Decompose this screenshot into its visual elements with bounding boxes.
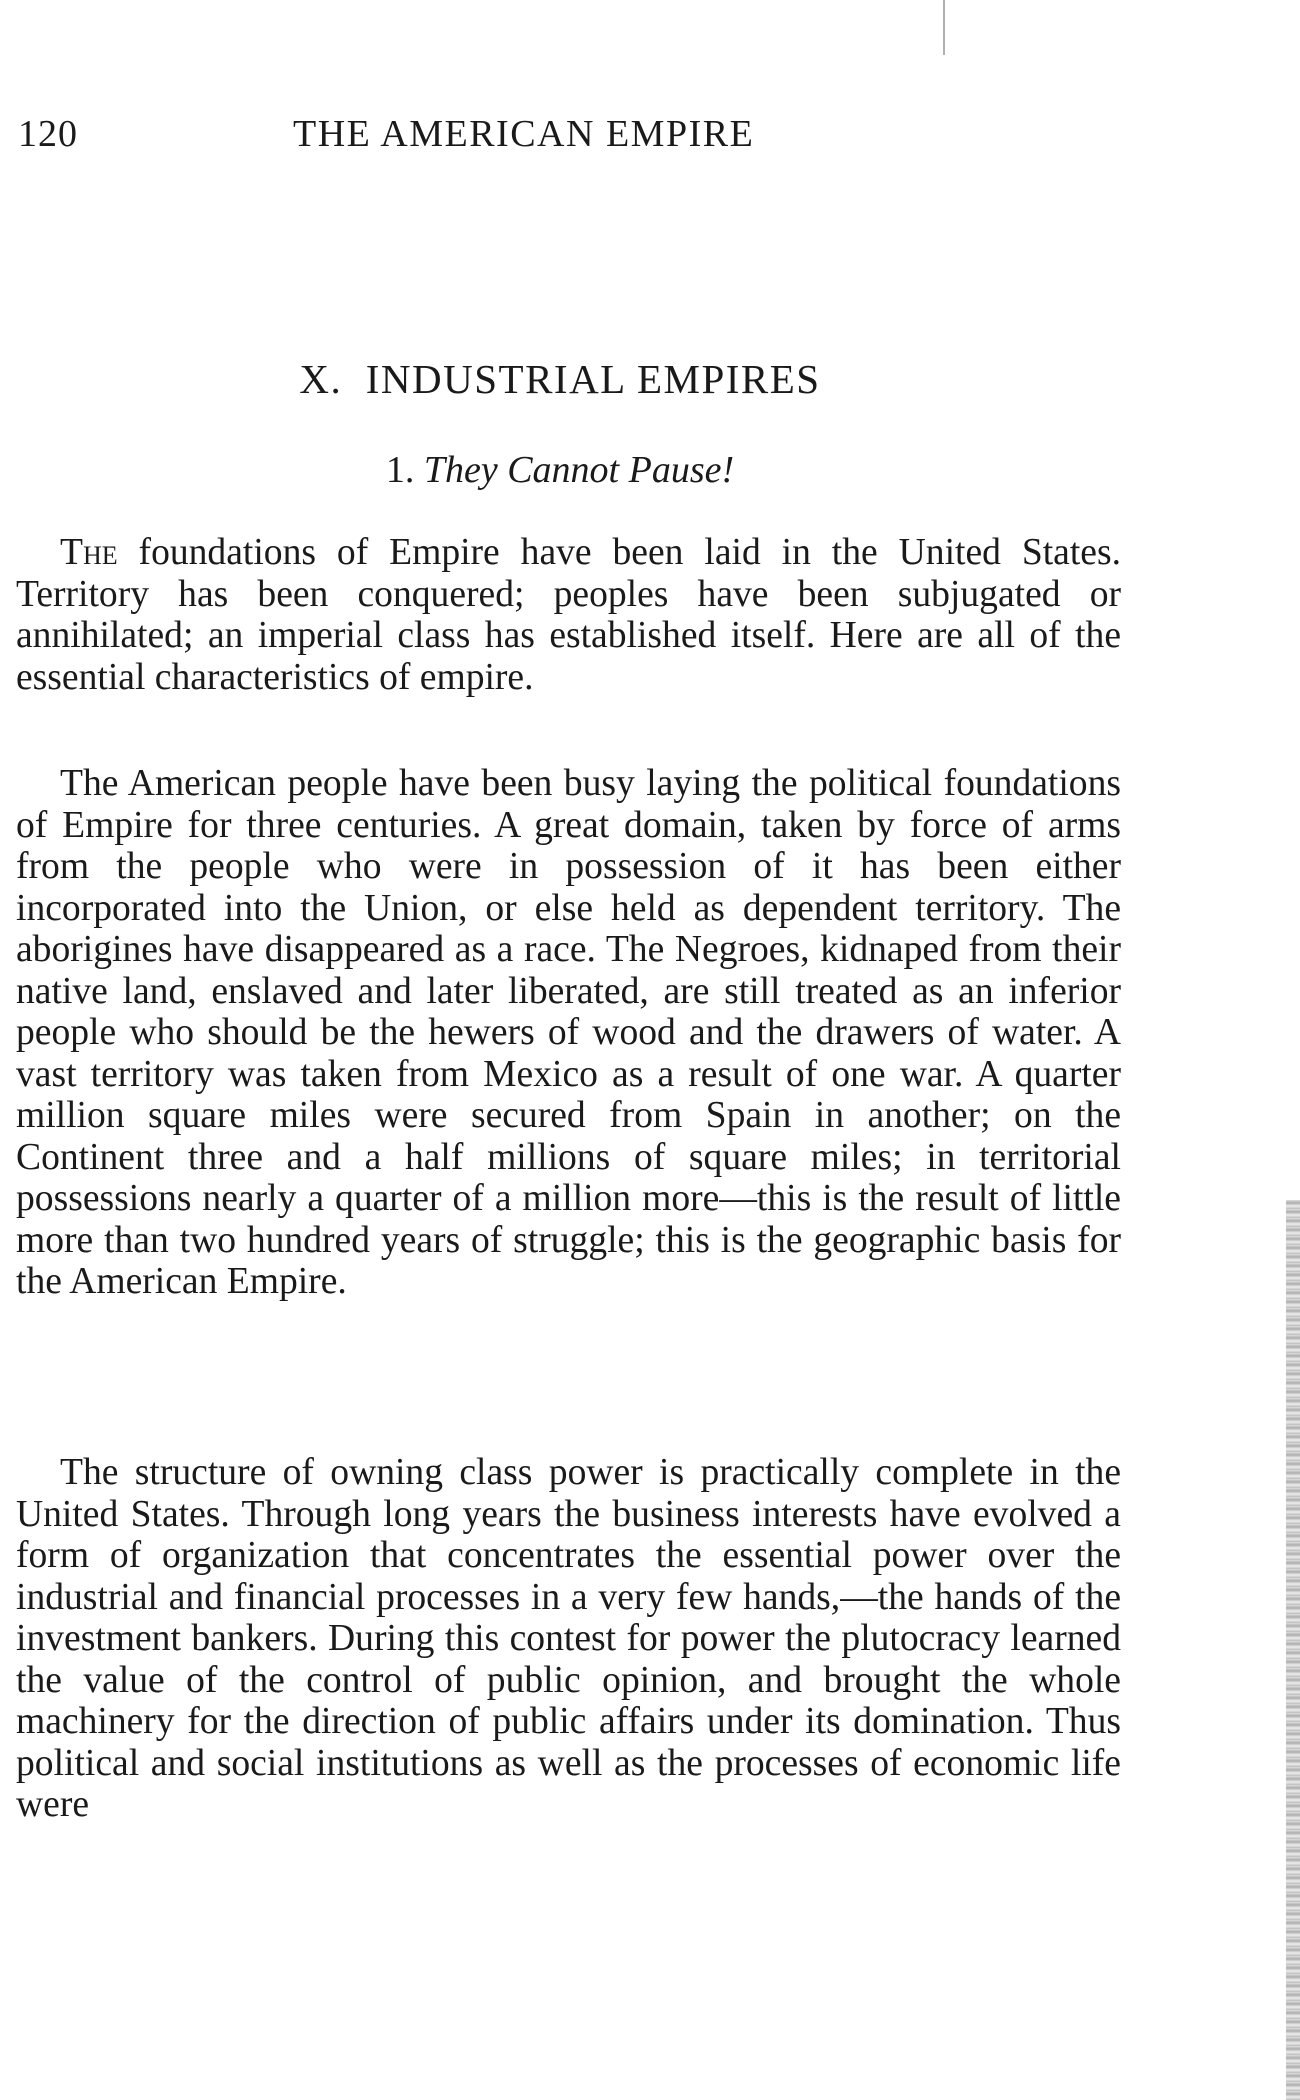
section-title — [0, 448, 1120, 492]
chapter-title: X. INDUSTRIAL EMPIRES — [299, 356, 821, 402]
paragraph-1 — [16, 532, 1121, 726]
running-head — [18, 112, 1128, 162]
section-number: 1. — [385, 449, 415, 491]
paragraph-lead-word: The — [60, 532, 118, 573]
paragraph-3-text: The structure of owning class power is practically complete in the United States. Through long years the business interests have evolved a form of organization that concentrates the essential power over the industrial and financial processes in a very few hands,—the hands of the investment bankers. During this contest for power the plutocracy learned the value of the control of public opinion, and brought the whole machinery for the direction of public affairs under its domination. Thus political and social institutions as well as the processes of economic life were — [16, 1452, 1121, 1825]
page-number: 120 — [18, 113, 78, 155]
section-heading: They Cannot Pause! — [423, 449, 735, 491]
paragraph-2 — [16, 763, 1121, 1331]
paragraph-2-text: The American people have been busy laying the political foundations of Empire for three centuries. A great domain, taken by force of arms from the people who were in possession of it has been either incorporated into the Union, or else held as dependent territory. The aborigines have disappeared as a race. The Negroes, kidnaped from their native land, enslaved and later liberated, are still treated as an inferior people who should be the hewers of wood and the drawers of water. A vast territory was taken from Mexico as a result of one war. A quarter million square miles were secured from Spain in another; on the Continent three and a half millions of square miles; in territorial possessions nearly a quarter of a million more—this is the result of little more than two hundred years of struggle; this is the geographic basis for the American Empire. — [16, 763, 1121, 1302]
running-title: THE AMERICAN EMPIRE — [293, 113, 755, 155]
paragraph-3 — [16, 1452, 1121, 1854]
scan-artifact-mark — [943, 0, 945, 55]
scan-edge-artifact — [1286, 1200, 1300, 2100]
paragraph-1-text: foundations of Empire have been laid in the United States. Territory has been conquered; peoples have been subjugated or annihilated; an imperial class has established itself. Here are all of the essential characteristics of empire. — [16, 532, 1121, 698]
